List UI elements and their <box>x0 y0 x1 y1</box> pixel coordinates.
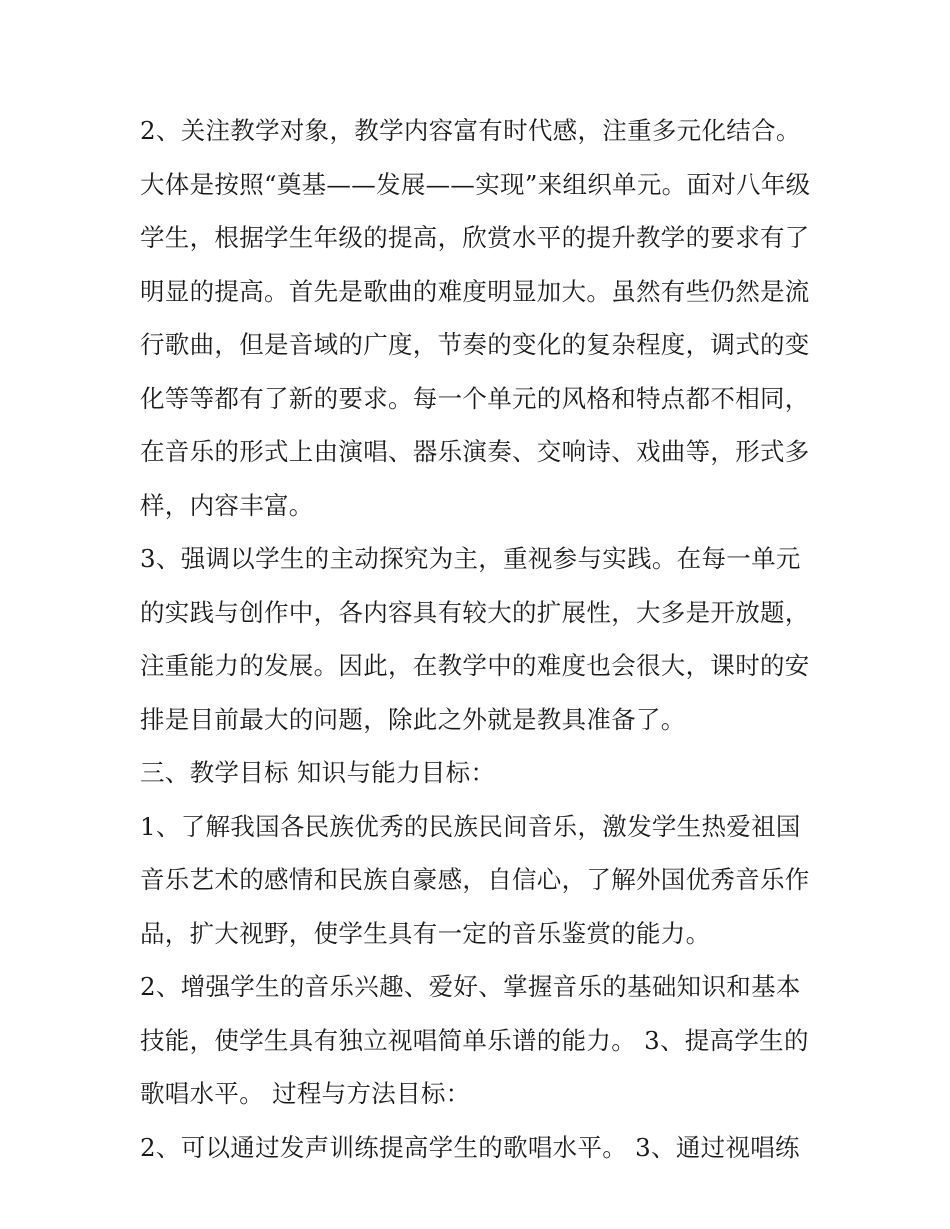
text-line: 品，扩大视野，使学生具有一定的音乐鉴赏的能力。 <box>140 918 711 948</box>
text-line: 学生，根据学生年级的提高，欣赏水平的提升教学的要求有了 <box>140 223 810 252</box>
text-line: 音乐艺术的感情和民族自豪感，自信心，了解外国优秀音乐作 <box>140 865 810 894</box>
text-line: 在音乐的形式上由演唱、器乐演奏、交响诗、戏曲等，形式多 <box>140 437 810 466</box>
text-line: 样，内容丰富。 <box>140 490 314 520</box>
body-text <box>140 104 830 1174</box>
text-line: 的实践与创作中，各内容具有较大的扩展性，大多是开放题， <box>140 597 810 627</box>
text-line: 排是目前最大的问题，除此之外就是教具准备了。 <box>140 704 686 734</box>
text-line: 2、可以通过发声训练提高学生的歌唱水平。 3、通过视唱练 <box>140 1132 800 1162</box>
text-line: 2、增强学生的音乐兴趣、爱好、掌握音乐的基础知识和基本 <box>140 972 801 1001</box>
text-line: 3、强调以学生的主动探究为主，重视参与实践。在每一单元 <box>140 544 801 573</box>
text-line: 2、关注教学对象，教学内容富有时代感，注重多元化结合。 <box>140 116 801 145</box>
text-line: 歌唱水平。 过程与方法目标： <box>140 1079 471 1108</box>
text-line: 1、了解我国各民族优秀的民族民间音乐，激发学生热爱祖国 <box>140 811 801 841</box>
section-heading-line: 三、教学目标 知识与能力目标： <box>140 758 496 787</box>
text-line: 化等等都有了新的要求。每一个单元的风格和特点都不相同， <box>140 383 810 413</box>
text-line: 注重能力的发展。因此，在教学中的难度也会很大，课时的安 <box>140 651 810 680</box>
text-line: 明显的提高。首先是歌曲的难度明显加大。虽然有些仍然是流 <box>140 276 810 306</box>
text-line: 行歌曲，但是音域的广度，节奏的变化的复杂程度，调式的变 <box>140 330 810 359</box>
text-line: 大体是按照“奠基——发展——实现”来组织单元。面对八年级 <box>140 169 811 199</box>
text-line: 技能，使学生具有独立视唱简单乐谱的能力。 3、提高学生的 <box>140 1025 809 1055</box>
